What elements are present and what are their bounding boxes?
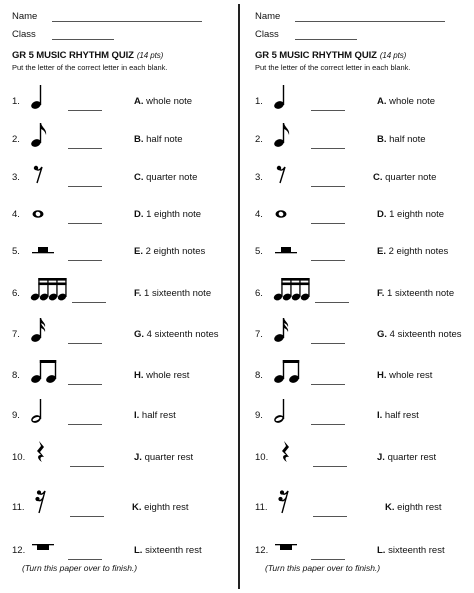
quiz-row — [0, 209, 236, 229]
sixteenth-note-icon — [273, 317, 309, 343]
quarter-rest-icon — [281, 440, 317, 466]
answer-choice — [377, 209, 444, 220]
answer-blank[interactable] — [68, 110, 102, 111]
answer-blank[interactable] — [315, 302, 349, 303]
answer-letter: E. — [377, 246, 386, 257]
answer-letter: H. — [377, 370, 387, 381]
quiz-row — [243, 134, 474, 154]
answer-blank[interactable] — [68, 186, 102, 187]
answer-blank[interactable] — [70, 466, 104, 467]
question-number: 7. — [255, 329, 263, 340]
quiz-row — [243, 452, 474, 472]
quiz-title-text: GR 5 MUSIC RHYTHM QUIZ — [12, 50, 134, 61]
sixteenth-note-icon — [30, 317, 66, 343]
name-label: Name — [12, 11, 38, 22]
quarter-note-icon — [30, 84, 66, 110]
answer-blank[interactable] — [68, 223, 102, 224]
answer-text: quarter note — [382, 172, 437, 183]
answer-text: 2 eighth notes — [385, 246, 449, 257]
quiz-row — [243, 329, 474, 349]
answer-letter: J. — [377, 452, 385, 463]
answer-choice — [134, 209, 201, 220]
class-row — [12, 29, 114, 40]
quiz-points: (14 pts) — [136, 51, 164, 60]
quiz-row — [0, 545, 236, 565]
answer-choice — [134, 96, 192, 107]
answer-text: half note — [386, 134, 426, 145]
quiz-row — [243, 246, 474, 266]
quiz-row — [0, 452, 236, 472]
answer-text: 1 eighth note — [143, 209, 202, 220]
quiz-row — [243, 370, 474, 390]
question-number: 1. — [255, 96, 263, 107]
answer-text: quarter note — [143, 172, 198, 183]
answer-choice — [377, 329, 462, 340]
quiz-row — [0, 172, 236, 192]
answer-letter: K. — [385, 502, 395, 513]
question-number: 10. — [255, 452, 269, 463]
question-number: 2. — [12, 134, 20, 145]
answer-text: half note — [143, 134, 183, 145]
question-number: 11. — [12, 502, 25, 513]
answer-text: 1 sixteenth note — [141, 288, 212, 299]
answer-letter: I. — [377, 410, 383, 421]
eighth-note-icon — [273, 122, 309, 148]
quiz-row — [243, 410, 474, 430]
answer-letter: I. — [134, 410, 140, 421]
half-note-icon — [30, 398, 66, 424]
question-number: 12. — [255, 545, 269, 556]
answer-blank[interactable] — [68, 424, 102, 425]
answer-choice — [134, 452, 193, 463]
quiz-row — [0, 96, 236, 116]
answer-letter: F. — [377, 288, 385, 299]
quiz-row — [243, 502, 474, 522]
answer-blank[interactable] — [68, 384, 102, 385]
quiz-row — [0, 410, 236, 430]
answer-blank[interactable] — [311, 223, 345, 224]
answer-choice — [377, 246, 448, 257]
answer-letter: H. — [134, 370, 144, 381]
quiz-row — [0, 134, 236, 154]
whole-note-icon — [30, 202, 66, 228]
quiz-points: (14 pts) — [379, 51, 407, 60]
whole-note-icon — [273, 202, 309, 228]
answer-blank[interactable] — [68, 343, 102, 344]
answer-letter: G. — [377, 329, 388, 340]
question-number: 6. — [12, 288, 20, 299]
answer-blank[interactable] — [72, 302, 106, 303]
answer-blank[interactable] — [68, 148, 102, 149]
answer-text: 4 sixteenth notes — [387, 329, 462, 340]
question-number: 4. — [255, 209, 263, 220]
quiz-footer: (Turn this paper over to finish.) — [22, 563, 138, 573]
answer-letter: A. — [134, 96, 144, 107]
quiz-row — [243, 96, 474, 116]
answer-choice — [134, 370, 189, 381]
question-number: 9. — [12, 410, 20, 421]
question-number: 4. — [12, 209, 20, 220]
question-number: 9. — [255, 410, 263, 421]
question-number: 8. — [255, 370, 263, 381]
four-sixteenth-notes-icon — [30, 276, 70, 302]
question-number: 5. — [255, 246, 263, 257]
quiz-footer: (Turn this paper over to finish.) — [265, 563, 381, 573]
answer-letter: A. — [377, 96, 387, 107]
answer-letter: B. — [134, 134, 144, 145]
answer-choice — [385, 502, 442, 513]
answer-choice — [377, 452, 436, 463]
answer-text: 2 eighth notes — [142, 246, 206, 257]
quiz-instructions: Put the letter of the correct letter in each blank. — [12, 63, 168, 72]
question-number: 8. — [12, 370, 20, 381]
answer-letter: G. — [134, 329, 145, 340]
answer-text: 1 sixteenth note — [384, 288, 455, 299]
answer-text: whole note — [143, 96, 193, 107]
quiz-row — [243, 209, 474, 229]
quiz-copy-left — [0, 0, 236, 593]
eighth-rest-icon — [273, 162, 309, 188]
answer-blank[interactable] — [311, 110, 345, 111]
question-number: 6. — [255, 288, 263, 299]
answer-letter: D. — [377, 209, 387, 220]
name-label: Name — [255, 11, 281, 22]
answer-letter: D. — [134, 209, 144, 220]
answer-choice — [377, 370, 432, 381]
class-blank[interactable] — [52, 39, 114, 40]
question-number: 12. — [12, 545, 26, 556]
quarter-rest-icon — [36, 440, 72, 466]
two-eighth-notes-icon — [30, 358, 66, 384]
answer-blank[interactable] — [68, 559, 102, 560]
question-number: 7. — [12, 329, 20, 340]
quiz-row — [0, 502, 236, 522]
quarter-note-icon — [273, 84, 309, 110]
answer-text: 4 sixteenth notes — [144, 329, 219, 340]
question-number: 3. — [255, 172, 263, 183]
answer-letter: B. — [377, 134, 387, 145]
answer-blank[interactable] — [311, 343, 345, 344]
answer-blank[interactable] — [68, 260, 102, 261]
eighth-note-icon — [30, 122, 66, 148]
quiz-row — [243, 288, 474, 308]
quiz-row — [0, 329, 236, 349]
answer-choice — [134, 246, 205, 257]
answer-text: eighth rest — [141, 502, 189, 513]
answer-choice — [134, 545, 202, 556]
answer-blank[interactable] — [311, 260, 345, 261]
answer-letter: J. — [134, 452, 142, 463]
answer-text: half rest — [139, 410, 176, 421]
answer-choice — [373, 172, 436, 183]
answer-letter: K. — [132, 502, 142, 513]
two-eighth-notes-icon — [273, 358, 309, 384]
answer-text: quarter rest — [384, 452, 437, 463]
sixteenth-rest-icon — [278, 489, 314, 515]
answer-choice — [134, 329, 219, 340]
answer-blank[interactable] — [311, 384, 345, 385]
answer-text: 1 eighth note — [386, 209, 445, 220]
quiz-row — [0, 246, 236, 266]
quiz-copy-right — [243, 0, 474, 593]
answer-letter: E. — [134, 246, 143, 257]
quiz-title — [12, 50, 163, 61]
answer-choice — [134, 288, 211, 299]
answer-choice — [377, 410, 419, 421]
half-rest-icon — [273, 240, 309, 266]
column-divider — [238, 4, 240, 589]
question-number: 5. — [12, 246, 20, 257]
quiz-title — [255, 50, 406, 61]
name-row — [255, 11, 445, 22]
name-blank[interactable] — [295, 21, 445, 22]
quiz-row — [0, 370, 236, 390]
question-number: 3. — [12, 172, 20, 183]
name-blank[interactable] — [52, 21, 202, 22]
answer-letter: C. — [373, 172, 383, 183]
answer-choice — [377, 545, 445, 556]
answer-letter: L. — [134, 545, 143, 556]
quiz-row — [0, 288, 236, 308]
answer-text: quarter rest — [141, 452, 194, 463]
answer-choice — [134, 172, 197, 183]
answer-text: whole note — [386, 96, 436, 107]
answer-text: sixteenth rest — [385, 545, 445, 556]
half-rest-icon — [30, 240, 66, 266]
question-number: 1. — [12, 96, 20, 107]
answer-blank[interactable] — [311, 148, 345, 149]
answer-text: half rest — [382, 410, 419, 421]
question-number: 10. — [12, 452, 26, 463]
question-number: 11. — [255, 502, 268, 513]
answer-choice — [377, 288, 454, 299]
four-sixteenth-notes-icon — [273, 276, 313, 302]
quiz-row — [243, 545, 474, 565]
quiz-row — [243, 172, 474, 192]
sixteenth-rest-icon — [35, 489, 71, 515]
answer-choice — [377, 134, 426, 145]
question-number: 2. — [255, 134, 263, 145]
answer-blank[interactable] — [313, 516, 347, 517]
answer-letter: F. — [134, 288, 142, 299]
class-label: Class — [12, 29, 36, 40]
class-label: Class — [255, 29, 279, 40]
eighth-rest-icon — [30, 162, 66, 188]
answer-text: whole rest — [143, 370, 190, 381]
answer-blank[interactable] — [313, 466, 347, 467]
answer-blank[interactable] — [70, 516, 104, 517]
class-blank[interactable] — [295, 39, 357, 40]
quiz-title-text: GR 5 MUSIC RHYTHM QUIZ — [255, 50, 377, 61]
answer-text: whole rest — [386, 370, 433, 381]
answer-letter: L. — [377, 545, 386, 556]
answer-choice — [134, 410, 176, 421]
answer-letter: C. — [134, 172, 144, 183]
answer-blank[interactable] — [311, 186, 345, 187]
answer-blank[interactable] — [311, 424, 345, 425]
name-row — [12, 11, 202, 22]
answer-blank[interactable] — [311, 559, 345, 560]
answer-text: eighth rest — [394, 502, 442, 513]
answer-choice — [377, 96, 435, 107]
quiz-instructions: Put the letter of the correct letter in each blank. — [255, 63, 411, 72]
half-note-icon — [273, 398, 309, 424]
answer-text: sixteenth rest — [142, 545, 202, 556]
answer-choice — [134, 134, 183, 145]
class-row — [255, 29, 357, 40]
answer-choice — [132, 502, 189, 513]
